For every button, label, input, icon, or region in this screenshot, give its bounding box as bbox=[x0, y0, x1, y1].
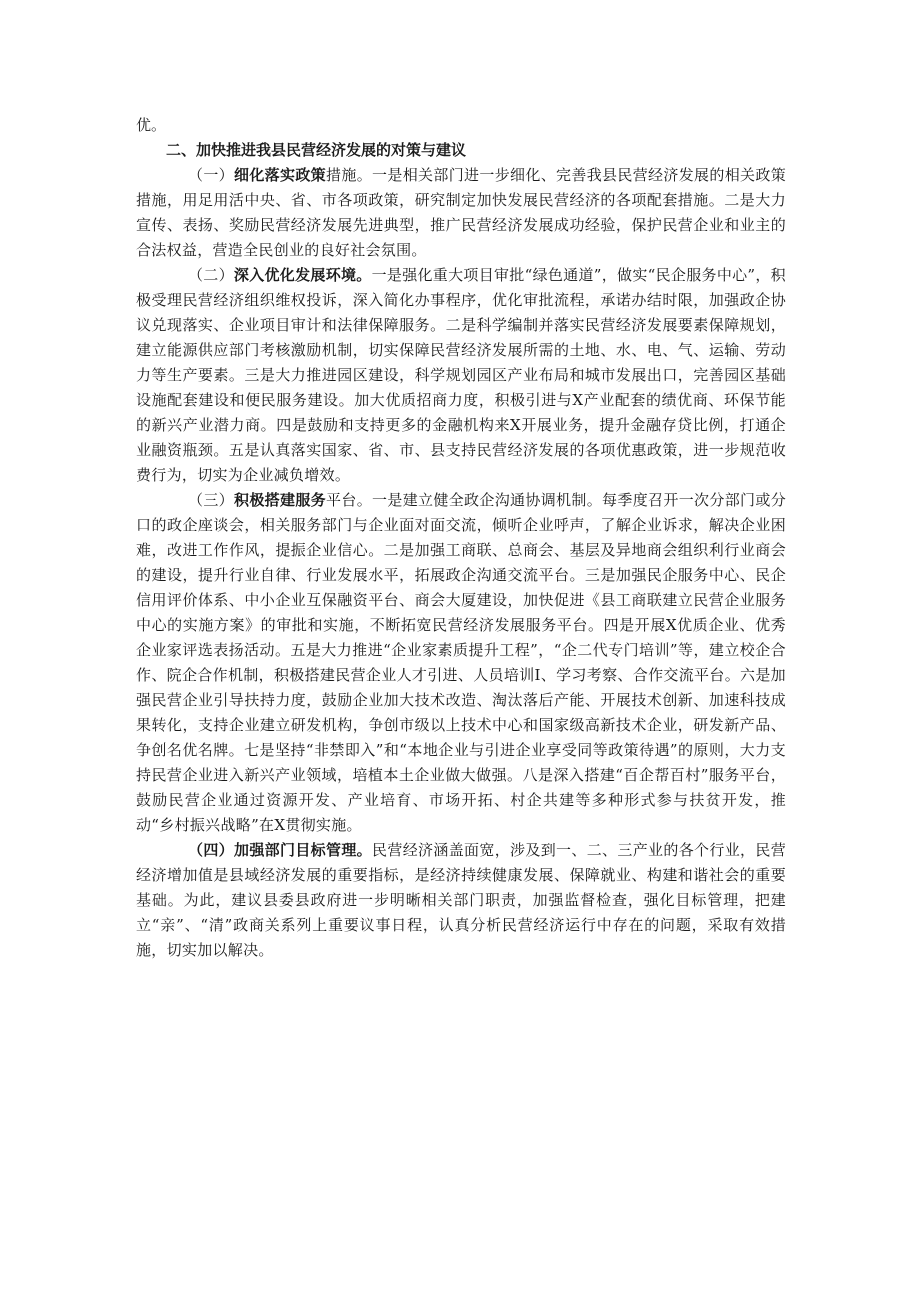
paragraph-1-text: 措施。一是相关部门进一步细化、完善我县民营经济发展的相关政策措施，用足用活中央、省、市各项政策，研究制定加快发展民营经济的各项配套措施。二是大力宣传、表扬、奖励民营经济发展先进典型，推广民营经济发展成功经验，保护民营企业和业主的合法权益，营造全民创业的良好社会氛围。 bbox=[136, 166, 787, 259]
paragraph-2-bold-lead: 深入优化发展环境。 bbox=[233, 266, 372, 284]
paragraph-4 bbox=[136, 838, 786, 963]
paragraph-1-prefix: （一） bbox=[188, 166, 235, 184]
leading-fragment: 优。 bbox=[136, 116, 167, 134]
paragraph-4-bold-lead: 加强部门目标管理。 bbox=[234, 841, 373, 859]
paragraph-4-prefix: （四） bbox=[188, 841, 235, 859]
paragraph-1-bold-lead: 细化落实政策 bbox=[234, 166, 327, 184]
paragraph-2-prefix: （二） bbox=[188, 266, 234, 284]
paragraph-2-text: 一是强化重大项目审批“绿色通道”，做实“民企服务中心”，积极受理民营经济组织维权投诉，深入简化办事程序，优化审批流程，承诺办结时限，加强政企协议兑现落实、企业项目审计和法律保障服务。二是科学编制并落实民营经济发展要素保障规划，建立能源供应部门考核激励机制，切实保障民营经济发展所需的土地、水、电、气、运输、劳动力等生产要素。三是大力推进园区建设，科学规划园区产业布局和城市发展出口，完善园区基础设施配套建设和便民服务建设。加大优质招商力度，积极引进与X产业配套的绩优商、环保节能的新兴产业潜力商。四是鼓励和支持更多的金融机构来X开展业务，提升金融存贷比例，打通企业融资瓶颈。五是认真落实国家、省、市、县支持民营经济发展的各项优惠政策，进一步规范收费行为，切实为企业减负增效。 bbox=[136, 266, 786, 484]
paragraph-3-prefix: （三） bbox=[188, 491, 235, 509]
section-heading: 二、加快推进我县民营经济发展的对策与建议 bbox=[166, 141, 467, 159]
paragraph-1 bbox=[136, 163, 786, 263]
document-page bbox=[136, 113, 786, 963]
paragraph-2 bbox=[136, 263, 786, 488]
paragraph-3 bbox=[136, 488, 786, 838]
paragraph-4-text: 民营经济涵盖面宽，涉及到一、二、三产业的各个行业，民营经济增加值是县域经济发展的重要指标，是经济持续健康发展、保障就业、构建和谐社会的重要基础。为此，建议县委县政府进一步明晰相关部门职责，加强监督检查，强化目标管理，把建立“亲”、“清”政商关系列上重要议事日程，认真分析民营经济运行中存在的问题，采取有效措施，切实加以解决。 bbox=[136, 841, 787, 959]
paragraph-3-bold-lead: 积极搭建服务 bbox=[234, 491, 327, 509]
paragraph-3-text: 平台。一是建立健全政企沟通协调机制。每季度召开一次分部门或分口的政企座谈会，相关服务部门与企业面对面交流，倾听企业呼声，了解企业诉求，解决企业困难，改进工作作风，提振企业信心。二是加强工商联、总商会、基层及异地商会组织利行业商会的建设，提升行业自律、行业发展水平，拓展政企沟通交流平台。三是加强民企服务中心、民企信用评价体系、中小企业互保融资平台、商会大厦建设，加快促进《县工商联建立民营企业服务中心的实施方案》的审批和实施，不断拓宽民营经济发展服务平台。四是开展X优质企业、优秀企业家评选表扬活动。五是大力推进“企业家素质提升工程”，“企二代专门培训”等，建立校企合作、院企合作机制，积极搭建民营企业人才引进、人员培训I、学习考察、合作交流平台。六是加强民营企业引导扶持力度，鼓励企业加大技术改造、淘汰落后产能、开展技术创新、加速科技成果转化，支持企业建立研发机构，争创市级以上技术中心和国家级高新技术企业，研发新产品、争创名优名牌。七是坚持“非禁即入”和“本地企业与引进企业享受同等政策待遇”的原则，大力支持民营企业进入新兴产业领域，培植本土企业做大做强。八是深入搭建“百企帮百村”服务平台，鼓励民营企业通过资源开发、产业培育、市场开拓、村企共建等多种形式参与扶贫开发，推动“乡村振兴战略”在X贯彻实施。 bbox=[136, 491, 787, 834]
